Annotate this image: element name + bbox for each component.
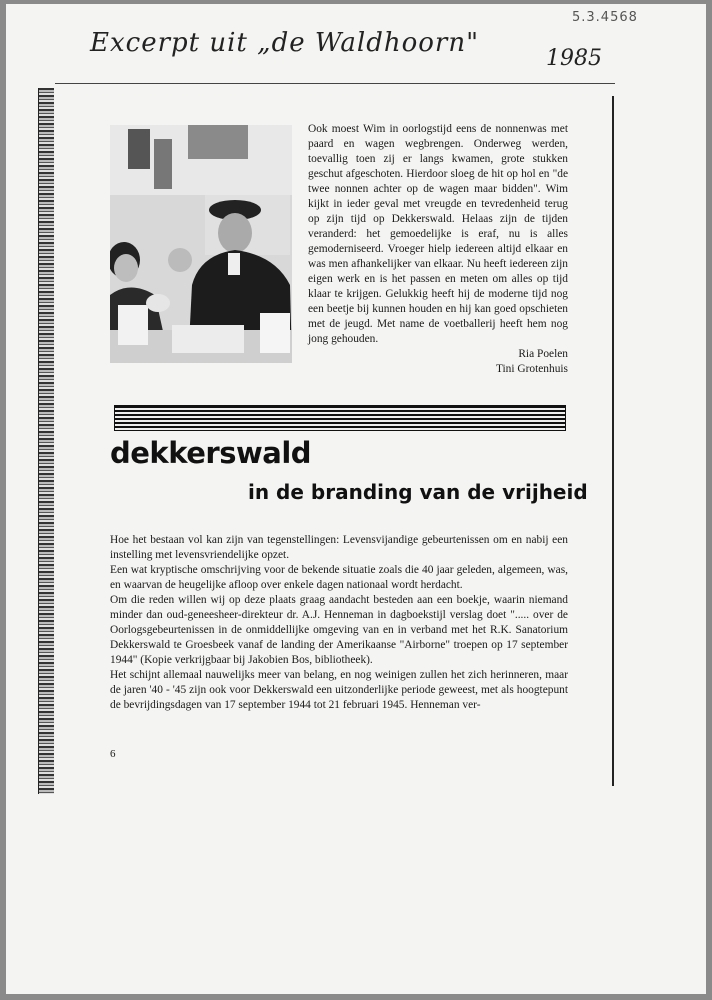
article-paragraph: Een wat kryptische omschrijving voor de bekende situatie zoals die 40 jaar geleden, algemeen, was, en waarvan de heugelijke afloop over enkele dagen nationaal wordt herdacht. — [110, 564, 568, 591]
handwritten-year: 1985 — [546, 46, 602, 71]
article-paragraph: Het schijnt allemaal nauwelijks meer van belang, en nog weinigen zullen het zich herinneren, maar de jaren '40 - '45 zijn ook voor Dekkerswald een uitzonderlijke periode geweest, met als hoogtepunt de bevrijdingsdagen van 17 september 1944 tot 21 februari 1945. Henneman ver- — [110, 669, 568, 711]
intro-paragraph: Ook moest Wim in oorlogstijd eens de nonnenwas met paard en wagen wegbrengen. Onderweg werden, toevallig toen zij er langs kwamen, grote stukken geschut afgeschoten. Hierdoor sloeg de hit op hol en "de twee nonnen achter op de wagen maar bidden". Wim kijkt in ieder geval met vreugde en tevredenheid terug op zijn tijd op Dekkerswald. Helaas zijn de tijden veranderd: het gemoedelijke is eraf, nu is alles gemoderniseerd. Vroeger hielp iedereen altijd elkaar en was men afhankelijker van elkaar. Nu heeft iedereen zijn eigen werk en is het passen en meten om alles op tijd klaar te krijgen. Gelukkig heeft hij de moderne tijd nog een beetje bij kunnen houden en hij kan goed opschieten met de jeugd. Met name de voetballerij heeft hem nog jong gehouden. — [308, 123, 568, 345]
signature-block — [440, 347, 568, 377]
handwritten-source-note: Excerpt uit „de Waldhoorn" — [90, 28, 480, 58]
article-headline: dekkerswald — [110, 436, 312, 470]
article-subheadline: in de branding van de vrijheid — [248, 480, 588, 504]
article-paragraph: Om die reden willen wij op deze plaats graag aandacht besteden aan een boekje, waarin niemand minder dan oud-geneesheer-direkteur dr. A.J. Henneman in dagboekstijl verslag doet "..... over de Oorlogsgebeurtenissen in de onmiddellijke omgeving van en in verband met het R.K. Sanatorium Dekkerswald te Groesbeek vanaf de landing der Amerikaanse "Airborne" troepen op 17 september 1944" (Kopie verkrijgbaar bij Jakobien Bos, bibliotheek). — [110, 594, 568, 666]
article-body — [110, 533, 568, 713]
top-rule — [55, 83, 615, 84]
page-number: 6 — [110, 748, 116, 760]
decorative-rule — [114, 405, 566, 431]
right-border-line — [612, 96, 614, 786]
article-paragraph: Hoe het bestaan vol kan zijn van tegenstellingen: Levensvijandige gebeurtenissen om en nabij een instelling met levensvriendelijke opzet. — [110, 534, 568, 561]
author-name: Tini Grotenhuis — [495, 363, 568, 375]
photo-two-people-at-table — [110, 125, 292, 363]
intro-column — [308, 122, 568, 347]
archive-number: 5.3.4568 — [572, 10, 638, 25]
photo-illustration — [110, 125, 292, 363]
left-scan-border — [38, 88, 54, 794]
author-name: Ria Poelen — [518, 348, 568, 360]
